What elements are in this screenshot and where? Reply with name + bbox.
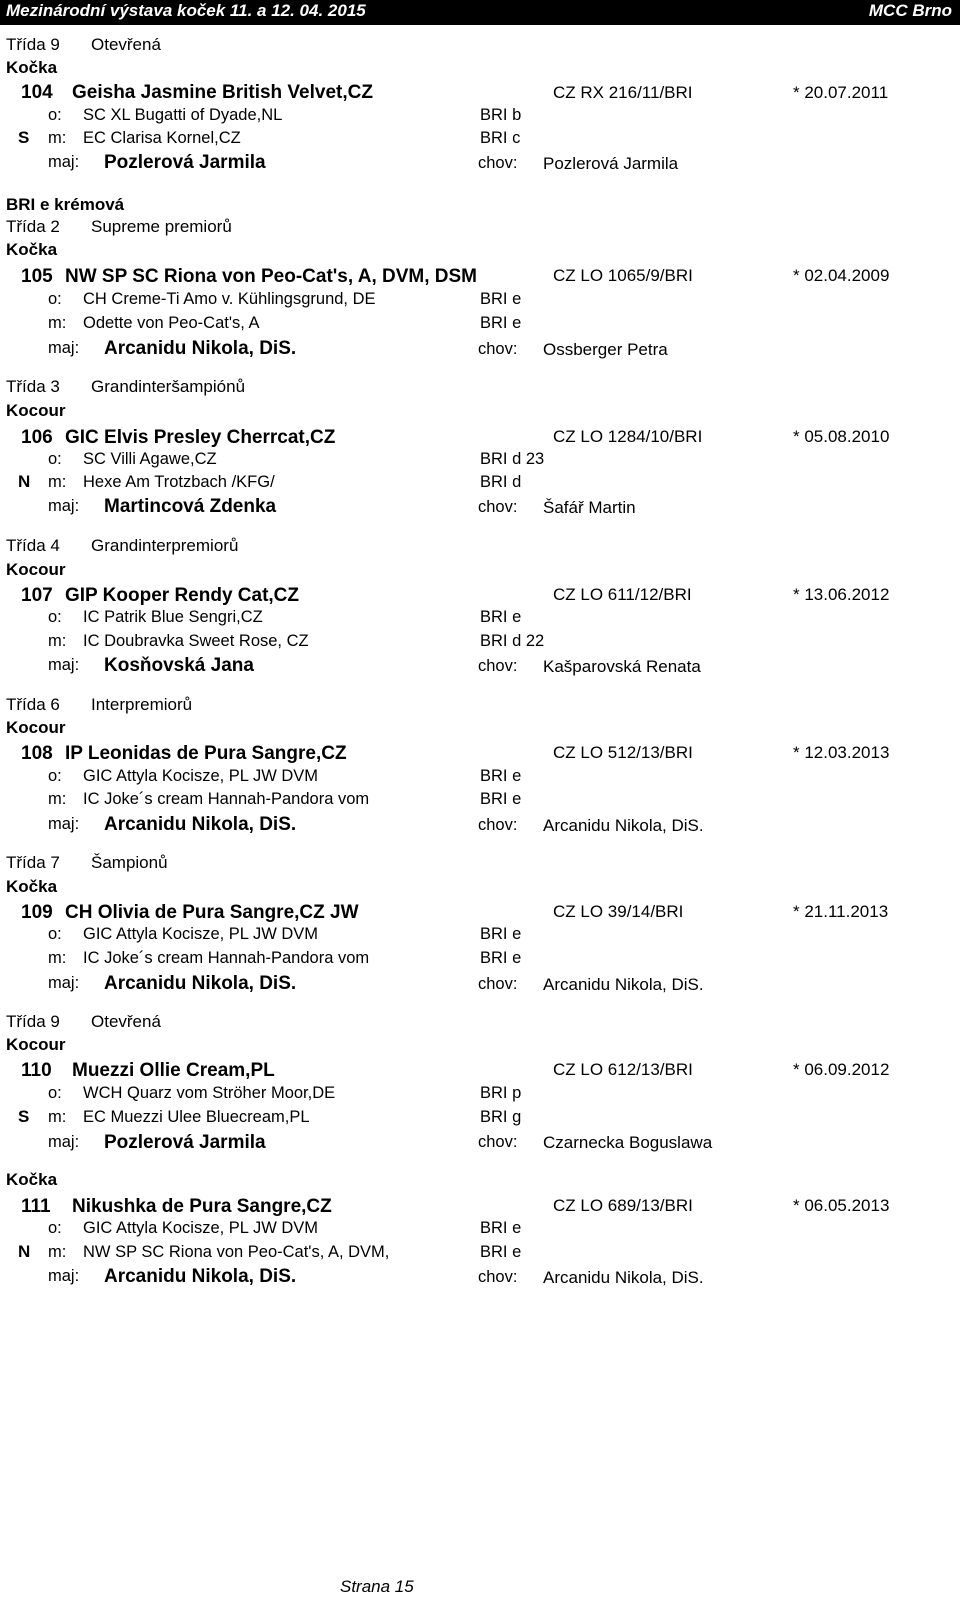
father-name: GIC Attyla Kocisze, PL JW DVM xyxy=(83,767,319,785)
owner-label: maj: xyxy=(48,497,80,515)
entry-number: 111 xyxy=(21,1196,51,1217)
mother-name: EC Muezzi Ulee Bluecream,PL xyxy=(83,1108,310,1126)
entry-number: 104 xyxy=(21,82,53,103)
mother-color: BRI e xyxy=(480,949,522,967)
cat-name: Nikushka de Pura Sangre,CZ xyxy=(72,1196,332,1217)
class-label: Třída 2 xyxy=(6,217,60,236)
mother-label: m: xyxy=(48,949,67,967)
cat-name: Muezzi Ollie Cream,PL xyxy=(72,1060,275,1081)
father-label: o: xyxy=(48,1219,62,1237)
father-color: BRI b xyxy=(480,106,522,124)
father-color: BRI e xyxy=(480,608,522,626)
father-color: BRI e xyxy=(480,767,522,785)
sex-heading: Kočka xyxy=(6,877,58,896)
mother-label: m: xyxy=(48,473,67,491)
class-name: Šampionů xyxy=(91,853,168,872)
registration-number: CZ LO 1284/10/BRI xyxy=(553,427,703,446)
catalog-title: Mezinárodní výstava koček 11. a 12. 04. 2015 xyxy=(6,1,366,20)
owner-name: Arcanidu Nikola, DiS. xyxy=(104,814,297,835)
mother-label: m: xyxy=(48,1243,67,1261)
mother-name: IC Joke´s cream Hannah-Pandora vom xyxy=(83,790,370,808)
owner-label: maj: xyxy=(48,656,80,674)
registration-number: CZ RX 216/11/BRI xyxy=(553,83,693,102)
mother-name: NW SP SC Riona von Peo-Cat's, A, DVM, xyxy=(83,1243,390,1261)
owner-label: maj: xyxy=(48,153,80,171)
registration-number: CZ LO 512/13/BRI xyxy=(553,743,693,762)
owner-name: Arcanidu Nikola, DiS. xyxy=(104,973,297,994)
mother-label: m: xyxy=(48,129,67,147)
owner-name: Pozlerová Jarmila xyxy=(104,1132,266,1153)
sex-heading: Kočka xyxy=(6,240,58,259)
owner-label: maj: xyxy=(48,974,80,992)
breeder-label: chov: xyxy=(478,816,518,834)
mother-name: Odette von Peo-Cat's, A xyxy=(83,314,260,332)
father-name: WCH Quarz vom Ströher Moor,DE xyxy=(83,1084,336,1102)
breeder-name: Czarnecka Boguslawa xyxy=(543,1133,713,1152)
father-color: BRI d 23 xyxy=(480,450,545,468)
father-color: BRI e xyxy=(480,1219,522,1237)
mother-color: BRI c xyxy=(480,129,521,147)
entry-tag: N xyxy=(18,472,31,491)
registration-number: CZ LO 612/13/BRI xyxy=(553,1060,693,1079)
sex-heading: Kočka xyxy=(6,1170,58,1189)
registration-number: CZ LO 689/13/BRI xyxy=(553,1196,693,1215)
father-label: o: xyxy=(48,1084,62,1102)
father-label: o: xyxy=(48,767,62,785)
father-name: IC Patrik Blue Sengri,CZ xyxy=(83,608,263,626)
owner-name: Martincová Zdenka xyxy=(104,496,277,517)
sex-heading: Kocour xyxy=(6,718,66,737)
class-label: Třída 9 xyxy=(6,35,60,54)
owner-name: Arcanidu Nikola, DiS. xyxy=(104,338,297,359)
class-label: Třída 9 xyxy=(6,1012,60,1031)
mother-label: m: xyxy=(48,790,67,808)
birth-date: * 06.05.2013 xyxy=(793,1196,890,1215)
father-color: BRI p xyxy=(480,1084,522,1102)
registration-number: CZ LO 39/14/BRI xyxy=(553,902,684,921)
father-label: o: xyxy=(48,925,62,943)
breeder-name: Arcanidu Nikola, DiS. xyxy=(543,1268,704,1287)
father-name: CH Creme-Ti Amo v. Kühlingsgrund, DE xyxy=(83,290,376,308)
breeder-name: Pozlerová Jarmila xyxy=(543,154,679,173)
father-color: BRI e xyxy=(480,925,522,943)
entry-number: 107 xyxy=(21,585,53,606)
entry-number: 110 xyxy=(21,1060,52,1081)
mother-label: m: xyxy=(48,1108,67,1126)
breeder-name: Ossberger Petra xyxy=(543,340,668,359)
breeder-label: chov: xyxy=(478,657,518,675)
sex-heading: Kočka xyxy=(6,58,58,77)
breeder-name: Arcanidu Nikola, DiS. xyxy=(543,975,704,994)
breeder-label: chov: xyxy=(478,154,518,172)
cat-name: NW SP SC Riona von Peo-Cat's, A, DVM, DSM xyxy=(65,266,478,287)
breeder-name: Arcanidu Nikola, DiS. xyxy=(543,816,704,835)
entry-tag: S xyxy=(18,1107,30,1126)
birth-date: * 12.03.2013 xyxy=(793,743,890,762)
class-label: Třída 7 xyxy=(6,853,60,872)
mother-name: IC Doubravka Sweet Rose, CZ xyxy=(83,632,309,650)
birth-date: * 05.08.2010 xyxy=(793,427,890,446)
father-name: GIC Attyla Kocisze, PL JW DVM xyxy=(83,1219,319,1237)
cat-name: IP Leonidas de Pura Sangre,CZ xyxy=(65,743,347,764)
cat-name: CH Olivia de Pura Sangre,CZ JW xyxy=(65,902,359,923)
mother-color: BRI e xyxy=(480,790,522,808)
class-name: Otevřená xyxy=(91,35,161,54)
sex-heading: Kocour xyxy=(6,1035,66,1054)
father-label: o: xyxy=(48,106,62,124)
mother-name: IC Joke´s cream Hannah-Pandora vom xyxy=(83,949,370,967)
owner-label: maj: xyxy=(48,815,80,833)
entry-number: 106 xyxy=(21,427,53,448)
class-name: Supreme premiorů xyxy=(91,217,232,236)
class-label: Třída 6 xyxy=(6,695,60,714)
father-label: o: xyxy=(48,450,62,468)
page-number: Strana 15 xyxy=(340,1577,414,1596)
mother-color: BRI g xyxy=(480,1108,522,1126)
father-label: o: xyxy=(48,290,62,308)
father-label: o: xyxy=(48,608,62,626)
breeder-label: chov: xyxy=(478,340,518,358)
registration-number: CZ LO 611/12/BRI xyxy=(553,585,692,604)
class-label: Třída 3 xyxy=(6,377,60,396)
mother-color: BRI e xyxy=(480,1243,522,1261)
cat-name: GIC Elvis Presley Cherrcat,CZ xyxy=(65,427,336,448)
breeder-name: Šafář Martin xyxy=(543,498,636,517)
mother-name: EC Clarisa Kornel,CZ xyxy=(83,129,241,147)
class-name: Grandinterpremiorů xyxy=(91,536,239,555)
birth-date: * 06.09.2012 xyxy=(793,1060,890,1079)
sex-heading: Kocour xyxy=(6,560,66,579)
entry-tag: S xyxy=(18,128,30,147)
mother-color: BRI e xyxy=(480,314,522,332)
mother-color: BRI d 22 xyxy=(480,632,545,650)
father-name: GIC Attyla Kocisze, PL JW DVM xyxy=(83,925,319,943)
owner-label: maj: xyxy=(48,1267,80,1285)
sex-heading: Kocour xyxy=(6,401,66,420)
father-color: BRI e xyxy=(480,290,522,308)
organizer-name: MCC Brno xyxy=(868,1,952,20)
breeder-label: chov: xyxy=(478,975,518,993)
father-name: SC Villi Agawe,CZ xyxy=(83,450,217,468)
cat-name: GIP Kooper Rendy Cat,CZ xyxy=(65,585,300,606)
birth-date: * 13.06.2012 xyxy=(793,585,890,604)
birth-date: * 02.04.2009 xyxy=(793,266,890,285)
breeder-label: chov: xyxy=(478,1268,518,1286)
class-name: Grandinteršampiónů xyxy=(91,377,246,396)
class-name: Interpremiorů xyxy=(91,695,193,714)
entry-number: 108 xyxy=(21,743,53,764)
mother-name: Hexe Am Trotzbach /KFG/ xyxy=(83,473,275,491)
breeder-name: Kašparovská Renata xyxy=(543,657,701,676)
owner-name: Pozlerová Jarmila xyxy=(104,152,266,173)
breeder-label: chov: xyxy=(478,498,518,516)
registration-number: CZ LO 1065/9/BRI xyxy=(553,266,693,285)
class-name: Otevřená xyxy=(91,1012,161,1031)
class-label: Třída 4 xyxy=(6,536,60,555)
cat-name: Geisha Jasmine British Velvet,CZ xyxy=(72,82,373,103)
mother-label: m: xyxy=(48,314,67,332)
owner-label: maj: xyxy=(48,339,80,357)
entry-tag: N xyxy=(18,1242,31,1261)
breeder-label: chov: xyxy=(478,1133,518,1151)
father-name: SC XL Bugatti of Dyade,NL xyxy=(83,106,283,124)
mother-color: BRI d xyxy=(480,473,522,491)
entry-number: 109 xyxy=(21,902,53,923)
mother-label: m: xyxy=(48,632,67,650)
birth-date: * 21.11.2013 xyxy=(793,902,889,921)
color-group-heading: BRI e krémová xyxy=(6,195,125,214)
birth-date: * 20.07.2011 xyxy=(793,83,889,102)
owner-name: Arcanidu Nikola, DiS. xyxy=(104,1266,297,1287)
owner-label: maj: xyxy=(48,1133,80,1151)
owner-name: Kosňovská Jana xyxy=(104,655,254,676)
entry-number: 105 xyxy=(21,266,53,287)
